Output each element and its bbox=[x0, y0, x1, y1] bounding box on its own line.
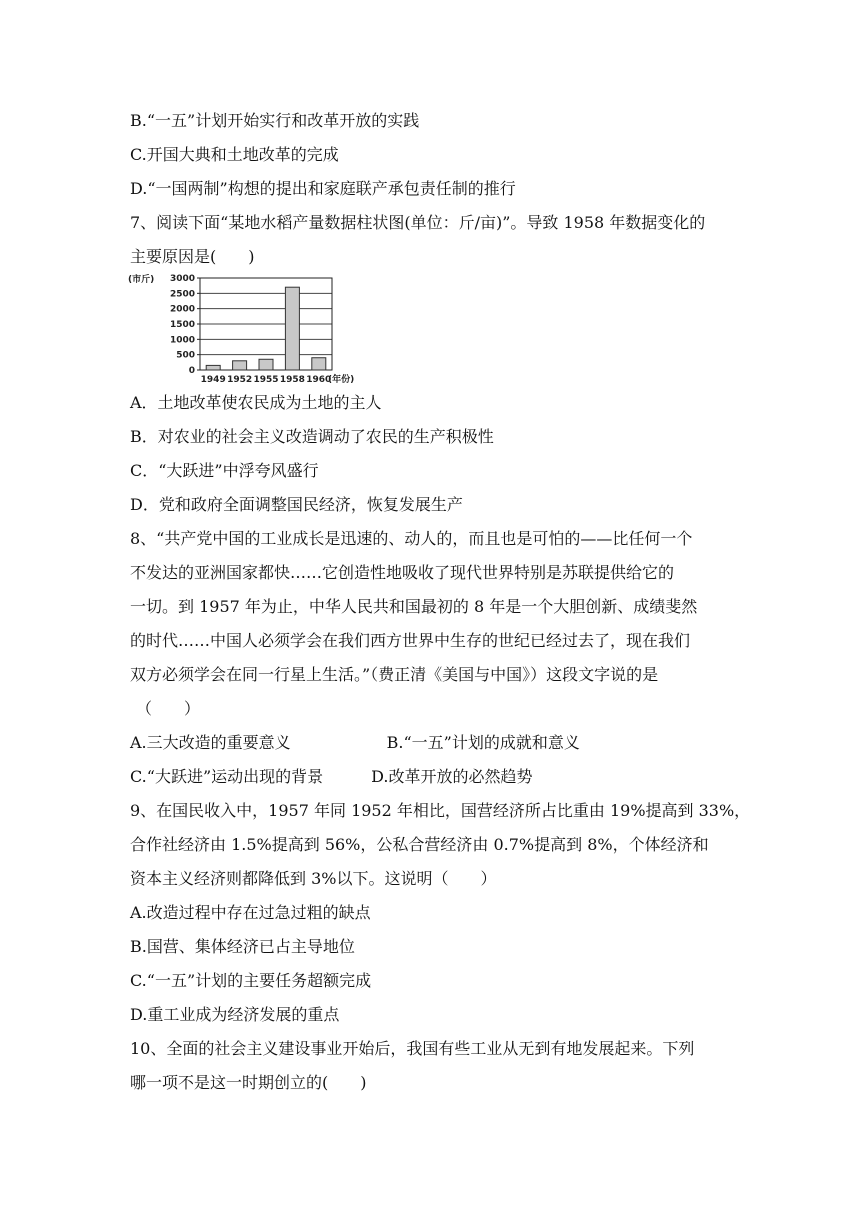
y-tick-label: 1500 bbox=[169, 320, 195, 330]
text-line: D.“一国两制”构想的提出和家庭联产承包责任制的推行 bbox=[130, 179, 516, 198]
x-tick-label: 1955 bbox=[253, 375, 279, 385]
text-line: C.开国大典和土地改革的完成 bbox=[130, 145, 339, 164]
y-tick-label: 0 bbox=[188, 366, 195, 376]
text-line: 10、全面的社会主义建设事业开始后，我国有些工业从无到有地发展起来。下列 bbox=[130, 1039, 695, 1058]
text-line: C.“大跃进”运动出现的背景 D.改革开放的必然趋势 bbox=[130, 767, 533, 786]
y-tick-label: 500 bbox=[176, 350, 195, 361]
text-line: 7、阅读下面“某地水稻产量数据柱状图(单位：斤/亩)”。导致 1958 年数据变化的 bbox=[130, 213, 706, 232]
text-line: 资本主义经济则都降低到 3%以下。这说明（ ） bbox=[130, 869, 497, 888]
text-line: D．党和政府全面调整国民经济，恢复发展生产 bbox=[130, 495, 463, 514]
y-tick-label: 2500 bbox=[169, 289, 195, 300]
text-line: A.三大改造的重要意义 B.“一五”计划的成就和意义 bbox=[130, 733, 580, 752]
text-line: 哪一项不是这一时期创立的( ) bbox=[130, 1073, 367, 1092]
text-line: C.“一五”计划的主要任务超额完成 bbox=[130, 971, 372, 990]
y-tick-label: 2000 bbox=[169, 304, 195, 315]
text-line: B.国营、集体经济已占主导地位 bbox=[130, 937, 355, 956]
text-line: 8、“共产党中国的工业成长是迅速的、动人的，而且也是可怕的——比任何一个 bbox=[130, 529, 693, 548]
y-tick-label: 3000 bbox=[169, 274, 195, 284]
x-tick-label: 1958 bbox=[279, 375, 305, 385]
bar bbox=[206, 365, 220, 370]
text-line: 9、在国民收入中，1957 年同 1952 年相比，国营经济所占比重由 19%提高到 33%， bbox=[130, 801, 751, 820]
x-tick-label: 1949 bbox=[200, 375, 226, 385]
text-line: 的时代……中国人必须学会在我们西方世界中生存的世纪已经过去了，现在我们 bbox=[130, 631, 691, 650]
bar bbox=[312, 358, 326, 370]
y-tick-label: 1000 bbox=[169, 335, 195, 346]
text-line: C．“大跃进”中浮夸风盛行 bbox=[130, 461, 319, 480]
text-line: 一切。到 1957 年为止，中华人民共和国最初的 8 年是一个大胆创新、成绩斐然 bbox=[130, 597, 698, 616]
text-line: 主要原因是( ) bbox=[130, 247, 255, 266]
rice-yield-bar-chart bbox=[128, 270, 368, 388]
text-line: （ ） bbox=[136, 699, 201, 718]
bar bbox=[285, 287, 299, 370]
bar bbox=[259, 359, 273, 370]
text-line: B.“一五”计划开始实行和改革开放的实践 bbox=[130, 111, 420, 130]
text-line: A．土地改革使农民成为土地的主人 bbox=[130, 393, 382, 412]
text-line: D.重工业成为经济发展的重点 bbox=[130, 1005, 340, 1024]
text-line: 双方必须学会在同一行星上生活。”（费正清《美国与中国》）这段文字说的是 bbox=[130, 665, 659, 684]
text-line: A.改造过程中存在过急过粗的缺点 bbox=[130, 903, 371, 922]
text-line: 合作社经济由 1.5%提高到 56%，公私合营经济由 0.7%提高到 8%，个体经济和 bbox=[130, 835, 709, 854]
text-line: B．对农业的社会主义改造调动了农民的生产积极性 bbox=[130, 427, 494, 446]
bar bbox=[233, 361, 247, 370]
x-tick-label: 1960 bbox=[306, 375, 332, 385]
x-tick-label: 1952 bbox=[227, 375, 253, 385]
x-axis-label: (年份) bbox=[328, 375, 355, 385]
y-axis-label: (市斤) bbox=[128, 275, 155, 285]
text-line: 不发达的亚洲国家都快……它创造性地吸收了现代世界特别是苏联提供给它的 bbox=[130, 563, 675, 582]
